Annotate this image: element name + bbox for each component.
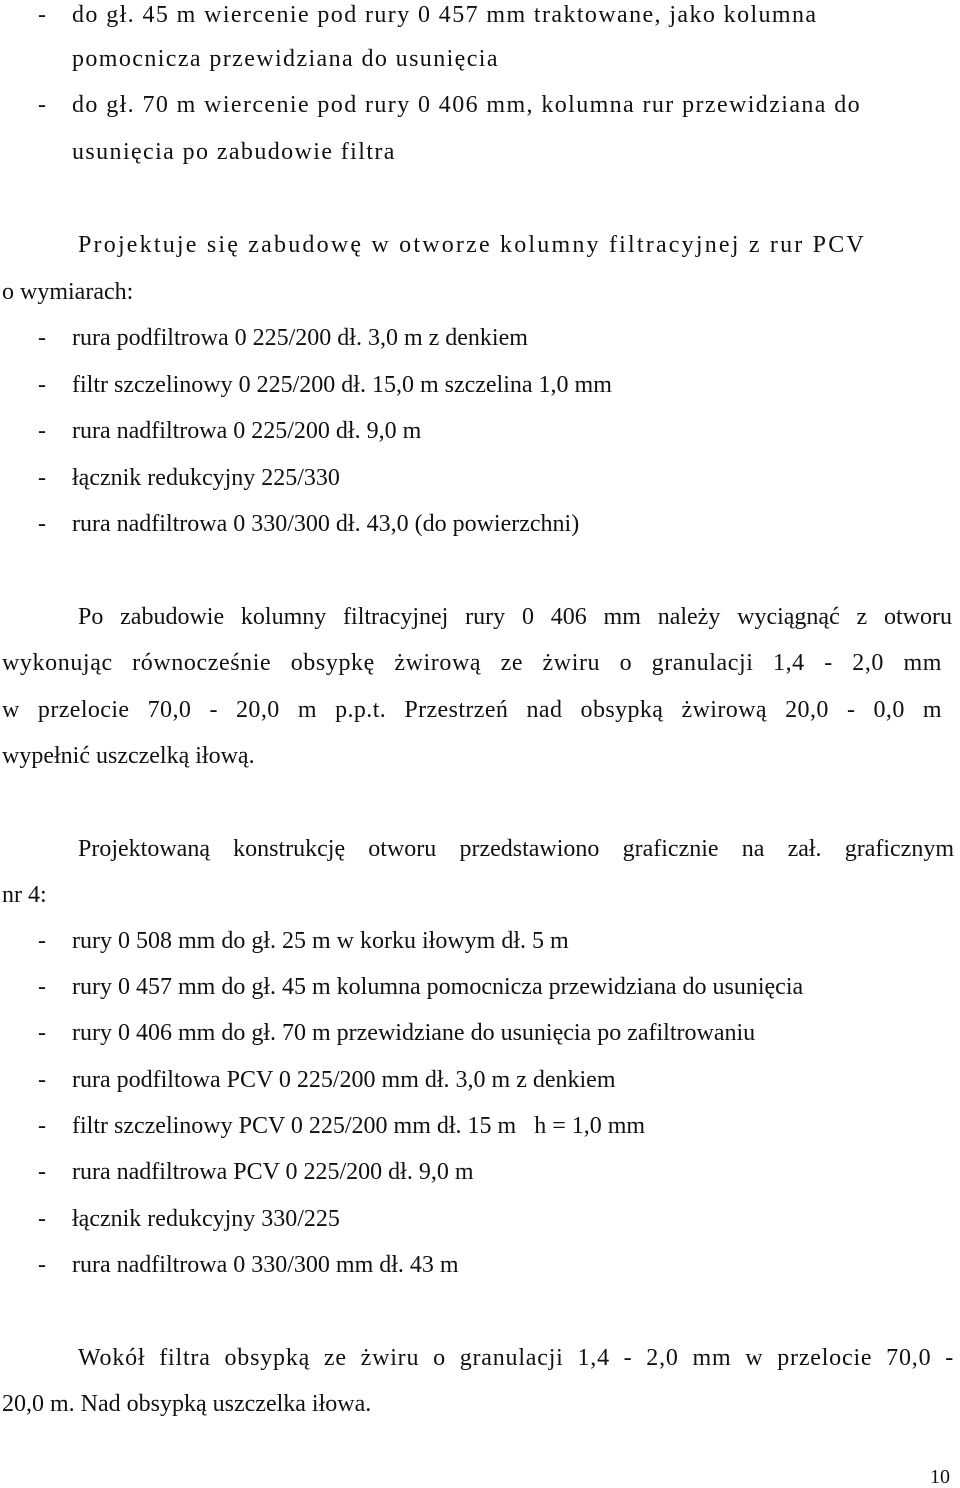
paragraph-line: Projektowaną konstrukcję otworu przedstawiono graficznie na zał. graficznym bbox=[78, 836, 954, 862]
paragraph-line: wykonując równocześnie obsypkę żwirową ze żwiru o granulacji 1,4 - 2,0 mm bbox=[2, 650, 942, 676]
list-dash: - bbox=[38, 1020, 46, 1046]
list-item: rura nadfiltrowa PCV 0 225/200 dł. 9,0 m bbox=[72, 1159, 474, 1185]
list-item: rura nadfiltrowa 0 330/300 dł. 43,0 (do powierzchni) bbox=[72, 511, 580, 537]
list-item: rury 0 406 mm do gł. 70 m przewidziane do usunięcia po zafiltrowaniu bbox=[72, 1020, 756, 1046]
list-dash: - bbox=[38, 92, 46, 118]
page-number: 10 bbox=[930, 1466, 950, 1488]
list-item-line: pomocnicza przewidziana do usunięcia bbox=[72, 46, 499, 72]
list-dash: - bbox=[38, 928, 46, 954]
paragraph-line: Po zabudowie kolumny filtracyjnej rury 0 406 mm należy wyciągnąć z otworu bbox=[78, 604, 952, 630]
list-dash: - bbox=[38, 325, 46, 351]
list-dash: - bbox=[38, 1067, 46, 1093]
list-dash: - bbox=[38, 372, 46, 398]
list-item-line: do gł. 70 m wiercenie pod rury 0 406 mm, kolumna rur przewidziana do bbox=[72, 92, 862, 118]
list-item: rura podfiltowa PCV 0 225/200 mm dł. 3,0 m z denkiem bbox=[72, 1067, 616, 1093]
paragraph-line: o wymiarach: bbox=[2, 279, 134, 305]
list-dash: - bbox=[38, 1159, 46, 1185]
list-item: filtr szczelinowy PCV 0 225/200 mm dł. 15 m h = 1,0 mm bbox=[72, 1113, 646, 1139]
list-item: rura nadfiltrowa 0 225/200 dł. 9,0 m bbox=[72, 418, 422, 444]
list-item-line: do gł. 45 m wiercenie pod rury 0 457 mm traktowane, jako kolumna bbox=[72, 2, 818, 28]
list-dash: - bbox=[38, 974, 46, 1000]
list-dash: - bbox=[38, 1252, 46, 1278]
list-dash: - bbox=[38, 1206, 46, 1232]
list-item: rury 0 508 mm do gł. 25 m w korku iłowym dł. 5 m bbox=[72, 928, 569, 954]
list-dash: - bbox=[38, 511, 46, 537]
list-item: rura nadfiltrowa 0 330/300 mm dł. 43 m bbox=[72, 1252, 459, 1278]
paragraph-line: w przelocie 70,0 - 20,0 m p.p.t. Przestrzeń nad obsypką żwirową 20,0 - 0,0 m bbox=[2, 697, 942, 723]
list-item: filtr szczelinowy 0 225/200 dł. 15,0 m szczelina 1,0 mm bbox=[72, 372, 612, 398]
list-item: rura podfiltrowa 0 225/200 dł. 3,0 m z denkiem bbox=[72, 325, 528, 351]
list-dash: - bbox=[38, 2, 46, 28]
paragraph-line: wypełnić uszczelką iłową. bbox=[2, 743, 255, 769]
list-item: łącznik redukcyjny 225/330 bbox=[72, 465, 340, 491]
list-item-line: usunięcia po zabudowie filtra bbox=[72, 139, 396, 165]
list-dash: - bbox=[38, 1113, 46, 1139]
paragraph-line: nr 4: bbox=[2, 882, 47, 908]
list-dash: - bbox=[38, 418, 46, 444]
list-item: rury 0 457 mm do gł. 45 m kolumna pomocnicza przewidziana do usunięcia bbox=[72, 974, 804, 1000]
paragraph-line: Projektuje się zabudowę w otworze kolumny filtracyjnej z rur PCV bbox=[78, 232, 866, 258]
paragraph-line: 20,0 m. Nad obsypką uszczelka iłowa. bbox=[2, 1391, 372, 1417]
list-dash: - bbox=[38, 465, 46, 491]
paragraph-line: Wokół filtra obsypką ze żwiru o granulacji 1,4 - 2,0 mm w przelocie 70,0 - bbox=[78, 1345, 954, 1371]
list-item: łącznik redukcyjny 330/225 bbox=[72, 1206, 340, 1232]
